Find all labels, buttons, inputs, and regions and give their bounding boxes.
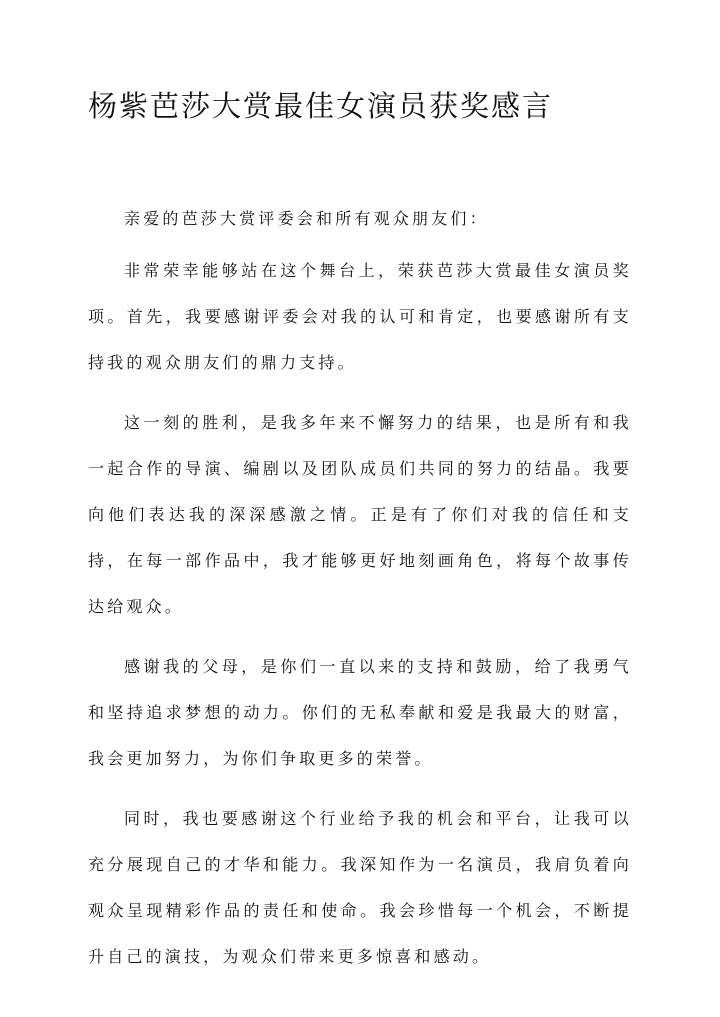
paragraph-3: 感谢我的父母，是你们一直以来的支持和鼓励，给了我勇气和坚持追求梦想的动力。你们的无私奉献和爱是我最大的财富，我会更加努力，为你们争取更多的荣誉。	[88, 657, 632, 768]
document-title: 杨紫芭莎大赏最佳女演员获奖感言	[88, 89, 554, 123]
document-body	[88, 196, 632, 980]
paragraph-2: 这一刻的胜利，是我多年来不懈努力的结果，也是所有和我一起合作的导演、编剧以及团队成员们共同的努力的结晶。我要向他们表达我的深深感激之情。正是有了你们对我的信任和支持，在每一部作品中，我才能够更好地刻画角色，将每个故事传达给观众。	[88, 413, 632, 616]
paragraph-1: 非常荣幸能够站在这个舞台上，荣获芭莎大赏最佳女演员奖项。首先，我要感谢评委会对我的认可和肯定，也要感谢所有支持我的观众朋友们的鼎力支持。	[88, 261, 632, 372]
paragraph-4: 同时，我也要感谢这个行业给予我的机会和平台，让我可以充分展现自己的才华和能力。我深知作为一名演员，我肩负着向观众呈现精彩作品的责任和使命。我会珍惜每一个机会，不断提升自己的演技，为观众们带来更多惊喜和感动。	[88, 809, 632, 966]
greeting-paragraph: 亲爱的芭莎大赏评委会和所有观众朋友们：	[124, 209, 489, 228]
